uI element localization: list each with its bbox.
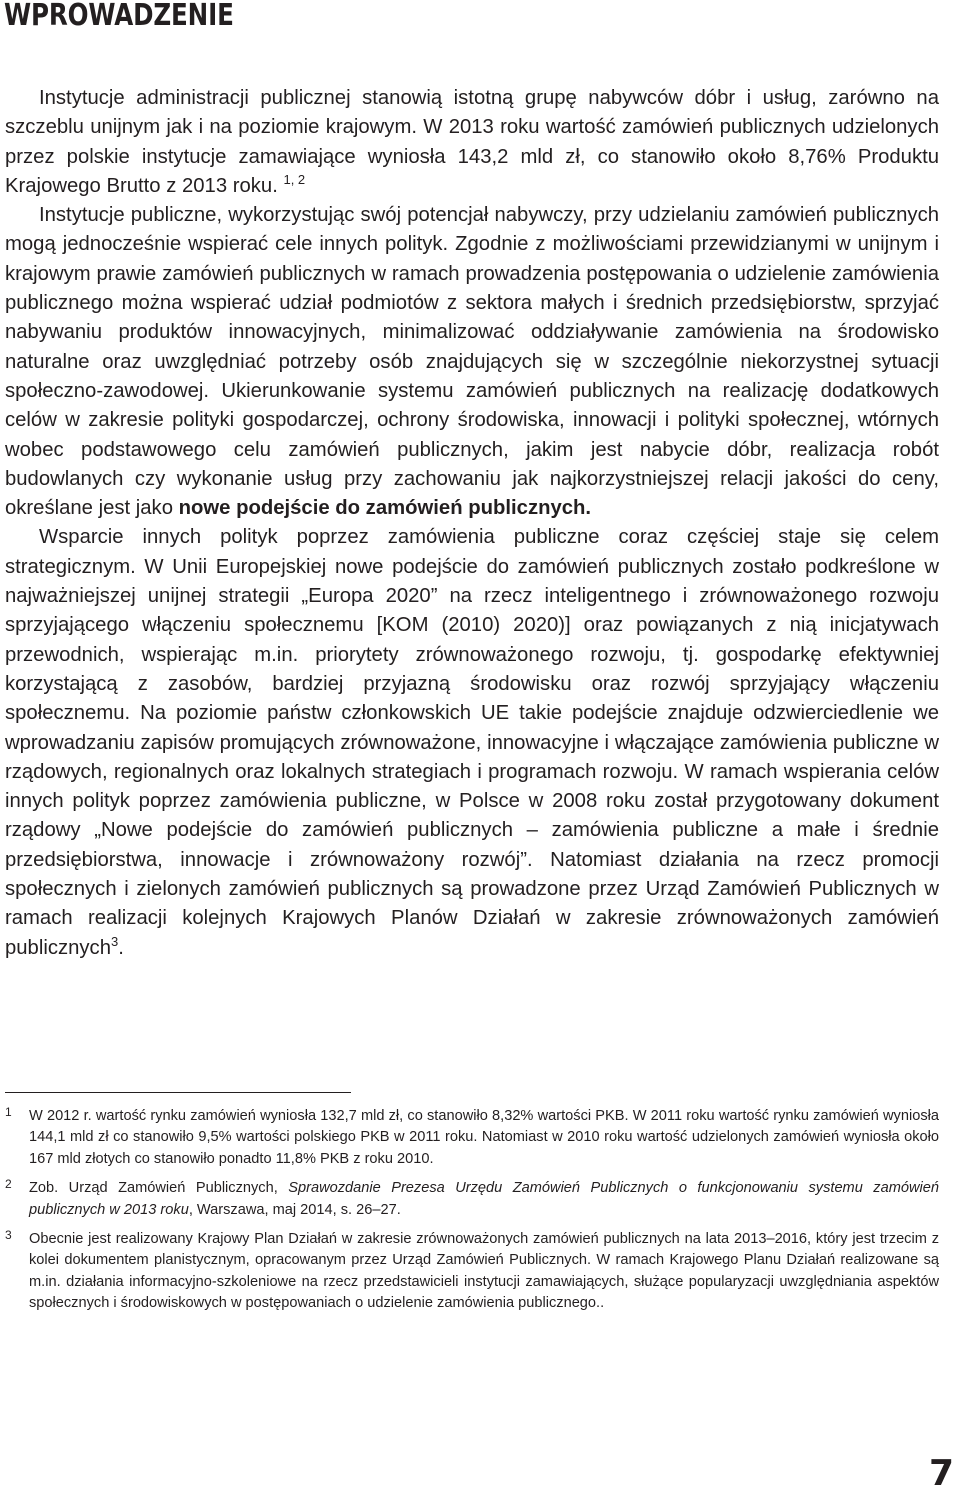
paragraph-3-end: . — [118, 936, 124, 959]
footnote-text-post: , Warszawa, maj 2014, s. 26–27. — [188, 1201, 401, 1218]
footnote-number: 2 — [5, 1177, 12, 1192]
footnote-2 — [5, 1178, 939, 1221]
paragraph-2 — [5, 201, 939, 523]
footnote-number: 3 — [5, 1228, 12, 1243]
paragraph-2-text: Instytucje publiczne, wykorzystując swój potencjał nabywczy, przy udzielaniu zamówień publicznych mogą jednocześnie wspierać cele innych polityk. Zgodnie z możliwościami przewidzianymi w unijnym i krajowym prawie zamówień publicznych w ramach prowadzenia postępowania o udzielenie zamówienia publicznego można wspierać udział podmiotów z sektora małych i średnich przedsiębiorstw, sprzyjać nabywaniu produktów innowacyjnych, minimalizować oddziaływanie zamówienia na środowisko naturalne oraz uwzględniać potrzeby osób znajdujących się w szczególnie niekorzystnej sytuacji społeczno-zawodowej. Ukierunkowanie systemu zamówień publicznych na realizację dodatkowych celów w zakresie polityki gospodarczej, ochrony środowiska, innowacji i polityki społecznej, wtórnych wobec podstawowego celu zamówień publicznych, jakim jest nabycie dóbr, realizacja robót budowlanych czy wykonanie usług przy zachowaniu jak najkorzystniejszej relacji jakości do ceny, określane jest jako — [5, 204, 939, 520]
paragraph-2-emphasis: nowe podejście do zamówień publicznych. — [178, 497, 592, 520]
page-title: WPROWADZENIE — [4, 0, 234, 33]
paragraph-3 — [5, 523, 939, 962]
footnote-3 — [5, 1229, 939, 1315]
footnote-cited-title: Sprawozdanie Prezesa Urzędu Zamówień Publicznych o funkcjonowaniu systemu zamówień publicznych w 2013 roku — [29, 1180, 940, 1218]
paragraph-1 — [5, 84, 939, 201]
footnotes — [5, 1106, 939, 1323]
footnote-ref-1-2[interactable]: 1, 2 — [283, 171, 306, 187]
footnote-text-pre: Zob. Urząd Zamówień Publicznych, — [29, 1180, 289, 1197]
footnote-number: 1 — [5, 1105, 12, 1119]
footnote-ref-3[interactable]: 3 — [110, 933, 119, 949]
footnote-text: W 2012 r. wartość rynku zamówień wyniosła 132,7 mld zł, co stanowiło 8,32% wartości PKB. W 2011 roku wartość rynku zamówień wyniosła 144,1 mld zł co stanowiło 9,5% wartości polskiego PKB w 2011 roku. Natomiast w 2010 roku wartość udzielonych zamówień wyniosła około 167 mld złotych co stanowiło ponadto 11,8% PKB z roku 2010. — [29, 1108, 939, 1167]
page-number: 7 — [928, 1453, 954, 1494]
footnote-divider — [5, 1092, 351, 1093]
paragraph-1-text: Instytucje administracji publicznej stanowią istotną grupę nabywców dóbr i usług, zarówno na szczeblu unijnym jak i na poziomie krajowym. W 2013 roku wartość zamówień publicznych udzielonych przez polskie instytucje zamawiające wyniosła 143,2 mld zł, co stanowiło około 8,76% Produktu Krajowego Brutto z 2013 roku. — [5, 87, 939, 197]
paragraph-3-text: Wsparcie innych polityk poprzez zamówienia publiczne coraz częściej staje się celem strategicznym. W Unii Europejskiej nowe podejście do zamówień publicznych zostało podkreślone w najważniejszej unijnej strategii „Europa 2020” na rzecz inteligentnego i zrównoważonego rozwoju sprzyjającego włączeniu społecznemu [KOM (2010) 2020)] oraz powiązanych z nią inicjatywach przewodnich, wspierając m.in. priorytety zrównoważonego rozwoju, tj. gospodarkę efektywniej korzystającą z zasobów, bardziej przyjazną środowisku oraz rozwój sprzyjający włączeniu społecznemu. Na poziomie państw członkowskich UE takie podejście znajduje odzwierciedlenie we wprowadzaniu zapisów promujących zrównoważone, innowacyjne i włączające zamówienia publiczne w rządowych, regionalnych oraz lokalnych strategiach i programach rozwoju. W ramach wspierania celów innych polityk poprzez zamówienia publiczne, w Polsce w 2008 roku został przygotowany dokument rządowy „Nowe podejście do zamówień publicznych – zamówienia publiczne a małe i średnie przedsiębiorstwa, innowacje i zrównoważony rozwój”. Natomiast działania na rzecz promocji społecznych i zielonych zamówień publicznych są prowadzone przez Urząd Zamówień Publicznych w ramach realizacji kolejnych Krajowych Planów Działań w zakresie zrównoważonych zamówień publicznych — [5, 526, 939, 959]
footnote-text: Obecnie jest realizowany Krajowy Plan Działań w zakresie zrównoważonych zamówień publicznych na lata 2013–2016, który jest trzecim z kolei dokumentem planistycznym, opracowanym przez Urząd Zamówień Publicznych. W ramach Krajowego Planu Działań realizowane są m.in. działania informacyjno-szkoleniowe na rzecz przedstawicieli instytucji zamawiających, służące popularyzacji uwzględniania aspektów społecznych i środowiskowych w postępowaniach o udzielenie zamówienia publicznego.. — [29, 1231, 939, 1312]
body-text — [5, 84, 939, 963]
footnote-1 — [5, 1106, 939, 1170]
